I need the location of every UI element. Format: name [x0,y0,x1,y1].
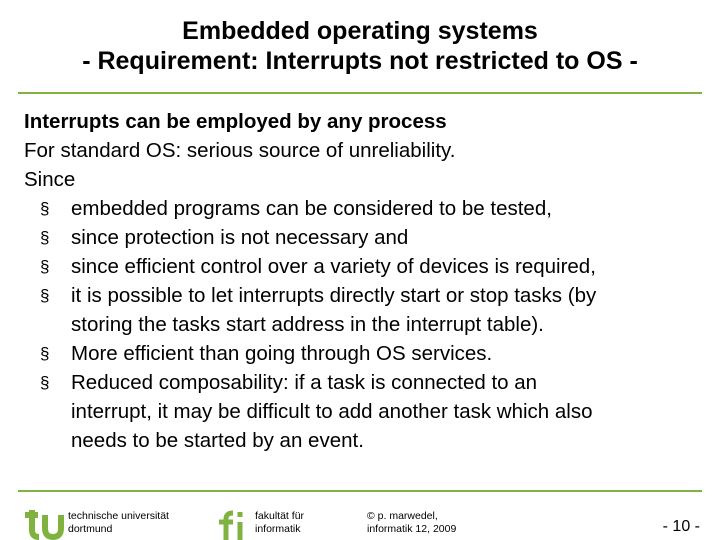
faculty-line-1: fakultät für [255,510,305,522]
bullet-item [24,368,700,455]
bullet-icon: § [40,286,50,305]
bullet-text-continued: interrupt, it may be difficult to add another task which also [71,400,593,423]
bullet-icon: § [40,257,50,276]
bullet-icon: § [40,344,50,363]
bullet-list [24,194,700,455]
bullet-text: since efficient control over a variety of devices is required, [71,255,596,278]
bullet-item [24,194,700,223]
bullet-item [24,252,700,281]
title-line-2: - Requirement: Interrupts not restricted to OS - [82,47,638,75]
fi-logo-icon [216,508,246,540]
copyright-line-1: © p. marwedel, [367,510,438,522]
bullet-text: embedded programs can be considered to be tested, [71,197,552,220]
bullet-text-continued: needs to be started by an event. [71,429,364,452]
bullet-text: since protection is not necessary and [71,226,409,249]
footer-divider [18,490,702,492]
bullet-text: More efficient than going through OS services. [71,342,493,365]
copyright-line-2: informatik 12, 2009 [367,523,457,535]
faculty-name [255,510,304,536]
bullet-icon: § [40,228,50,247]
page-number: - 10 - [662,518,700,535]
university-line-2: dortmund [68,523,113,535]
since-line: Since [24,168,76,191]
bullet-item [24,339,700,368]
copyright-notice [367,510,456,536]
slide-body [24,107,700,455]
bullet-item [24,223,700,252]
slide-title [0,16,720,76]
university-line-1: technische universität [68,510,169,522]
tu-logo-icon [22,508,64,540]
bullet-icon: § [40,373,50,392]
bullet-item [24,281,700,339]
faculty-line-2: informatik [255,523,301,535]
title-line-1: Embedded operating systems [182,17,538,45]
lead-statement: Interrupts can be employed by any process [24,110,447,133]
bullet-text: it is possible to let interrupts directly start or stop tasks (by [71,284,597,307]
bullet-text: Reduced composability: if a task is connected to an [71,371,538,394]
title-divider [18,92,702,94]
bullet-text-continued: storing the tasks start address in the interrupt table). [71,313,544,336]
bullet-icon: § [40,199,50,218]
statement-line: For standard OS: serious source of unreliability. [24,139,456,162]
university-name [68,510,169,536]
